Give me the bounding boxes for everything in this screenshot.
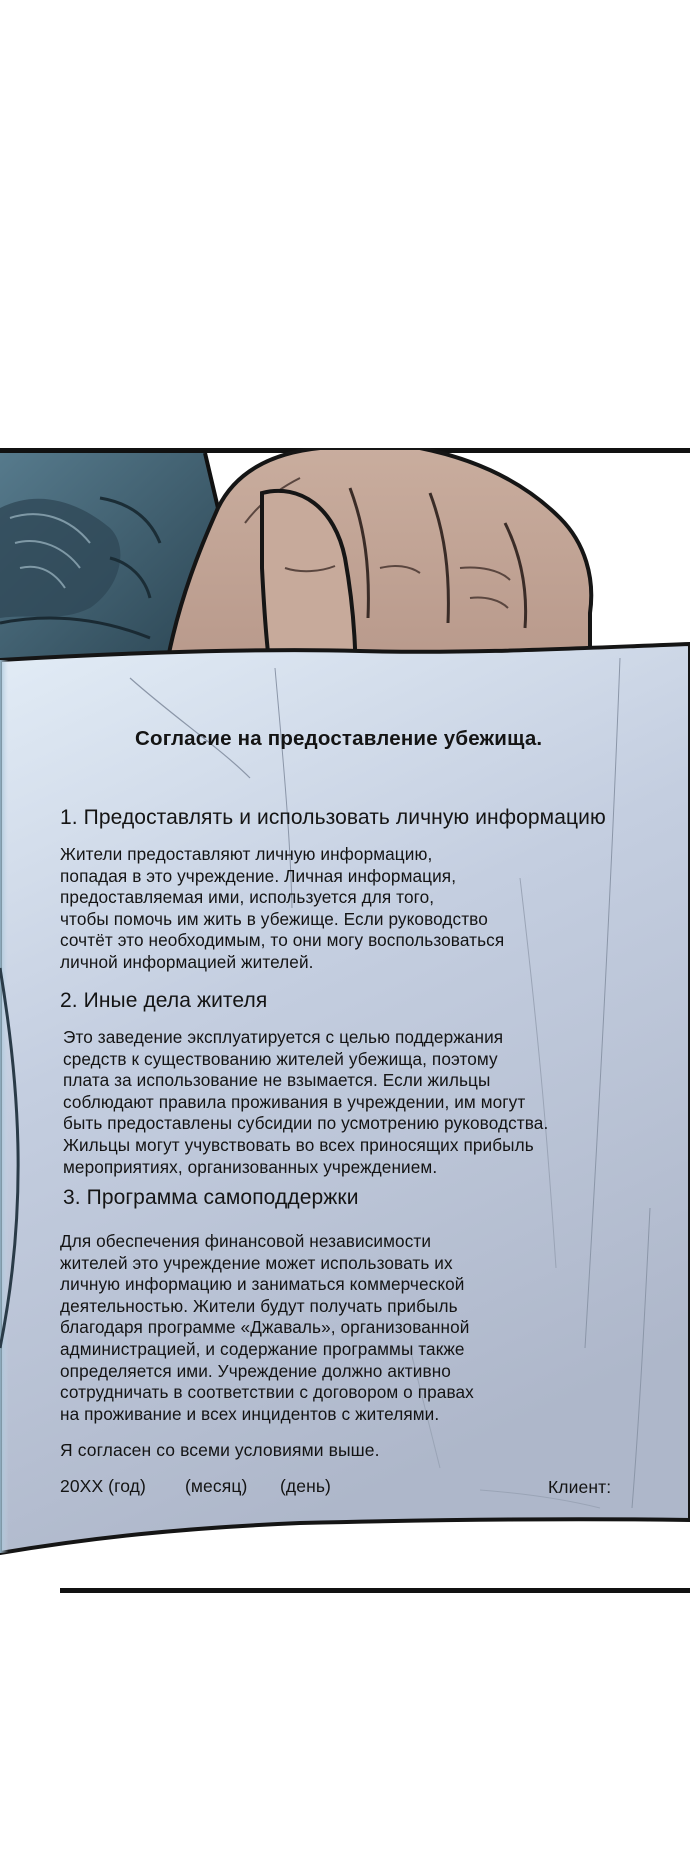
- document-title: Согласие на предоставление убежища.: [135, 727, 543, 750]
- section-2-heading: 2. Иные дела жителя: [60, 989, 268, 1012]
- section-1-heading: 1. Предоставлять и использовать личную информацию: [60, 806, 606, 829]
- agreement-statement: Я согласен со всеми условиями выше.: [60, 1440, 380, 1460]
- client-label: Клиент:: [548, 1477, 612, 1497]
- comic-panel: [0, 448, 690, 1593]
- date-year: 20XX (год): [60, 1476, 146, 1496]
- section-2-body: Это заведение эксплуатируется с целью поддержания средств к существованию жителей убежища, поэтому плата за использование не взымается. Если жильцы соблюдают правила проживания в учреждении, им могут быть предоставлены субсидии по усмотрению руководства. Жильцы могут учувствовать во всех приносящих прибыль мероприятиях, организованных учреждением.: [63, 1027, 549, 1177]
- date-day: (день): [280, 1476, 331, 1496]
- section-1-body: Жители предоставляют личную информацию, попадая в это учреждение. Личная информация, предоставляемая ими, используется для того, чтобы помочь им жить в убежище. Если руководство сочтёт это необходимым, то они могу воспользоваться личной информацией жителей.: [60, 844, 505, 972]
- document-text: [0, 448, 690, 1593]
- section-3-body: Для обеспечения финансовой независимости жителей это учреждение может использовать их личную информацию и заниматься коммерческой деятельностью. Жители будут получать прибыль благодаря программе «Джаваль», организованной администрацией, и содержание программы также определяется ими. Учреждение должно активно сотрудничать в соответствии с договором о правах на проживание и всех инцидентов с жителями.: [60, 1231, 474, 1424]
- date-month: (месяц): [185, 1476, 248, 1496]
- section-3-heading: 3. Программа самоподдержки: [63, 1186, 359, 1209]
